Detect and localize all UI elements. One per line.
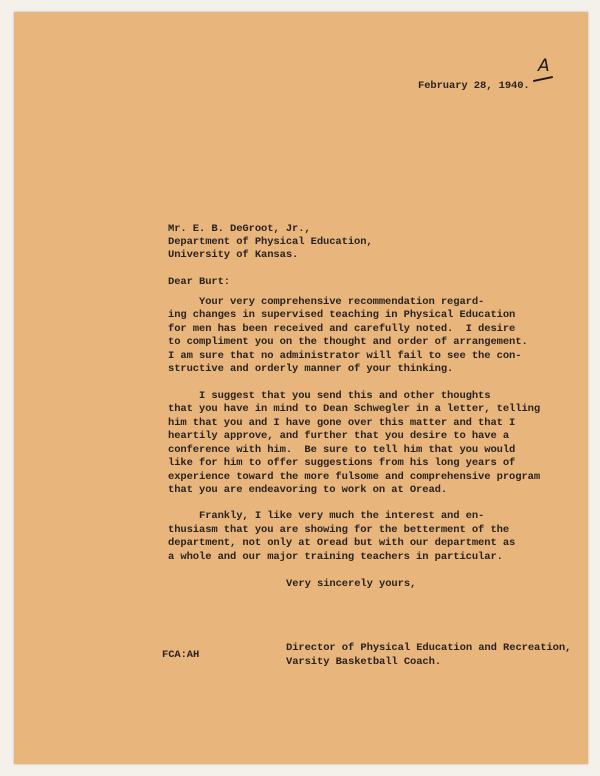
letter-page <box>14 12 588 764</box>
letter-date: February 28, 1940. <box>418 80 530 92</box>
recipient-line: University of Kansas. <box>168 249 299 261</box>
body-line: to compliment you on the thought and order of arrangement. <box>168 336 528 348</box>
body-line: that you have in mind to Dean Schwegler in a letter, telling <box>168 403 541 415</box>
body-line: like for him to offer suggestions from his long years of <box>168 457 516 469</box>
body-line: him that you and I have gone over this matter and that I <box>168 417 516 429</box>
handwritten-mark-underline <box>533 76 553 82</box>
body-line: that you are endeavoring to work on at Oread. <box>168 484 448 496</box>
body-line: Frankly, I like very much the interest and en- <box>168 510 485 522</box>
body-line: structive and orderly manner of your thinking. <box>168 363 454 375</box>
body-line: experience toward the more fulsome and comprehensive program <box>168 471 541 483</box>
recipient-line: Department of Physical Education, <box>168 236 373 248</box>
body-line: heartily approve, and further that you desire to have a <box>168 430 510 442</box>
body-line: department, not only at Oread but with our department as <box>168 537 516 549</box>
signature-line: Varsity Basketball Coach. <box>286 656 442 668</box>
typist-initials: FCA:AH <box>162 649 200 661</box>
body-line: I suggest that you send this and other thoughts <box>168 390 491 402</box>
body-line: for men has been received and carefully noted. I desire <box>168 323 516 335</box>
body-line: thusiasm that you are showing for the betterment of the <box>168 524 510 536</box>
body-line: I am sure that no administrator will fail to see the con- <box>168 350 522 362</box>
body-line: ing changes in supervised teaching in Physical Education <box>168 309 516 321</box>
signature-line: Director of Physical Education and Recreation, <box>286 642 572 654</box>
body-line: conference with him. Be sure to tell him that you would <box>168 444 516 456</box>
closing: Very sincerely yours, <box>286 578 417 590</box>
recipient-line: Mr. E. B. DeGroot, Jr., <box>168 223 311 235</box>
body-line: Your very comprehensive recommendation regard- <box>168 296 485 308</box>
handwritten-mark: A <box>538 56 550 76</box>
body-line: a whole and our major training teachers in particular. <box>168 551 503 563</box>
salutation: Dear Burt: <box>168 276 231 288</box>
